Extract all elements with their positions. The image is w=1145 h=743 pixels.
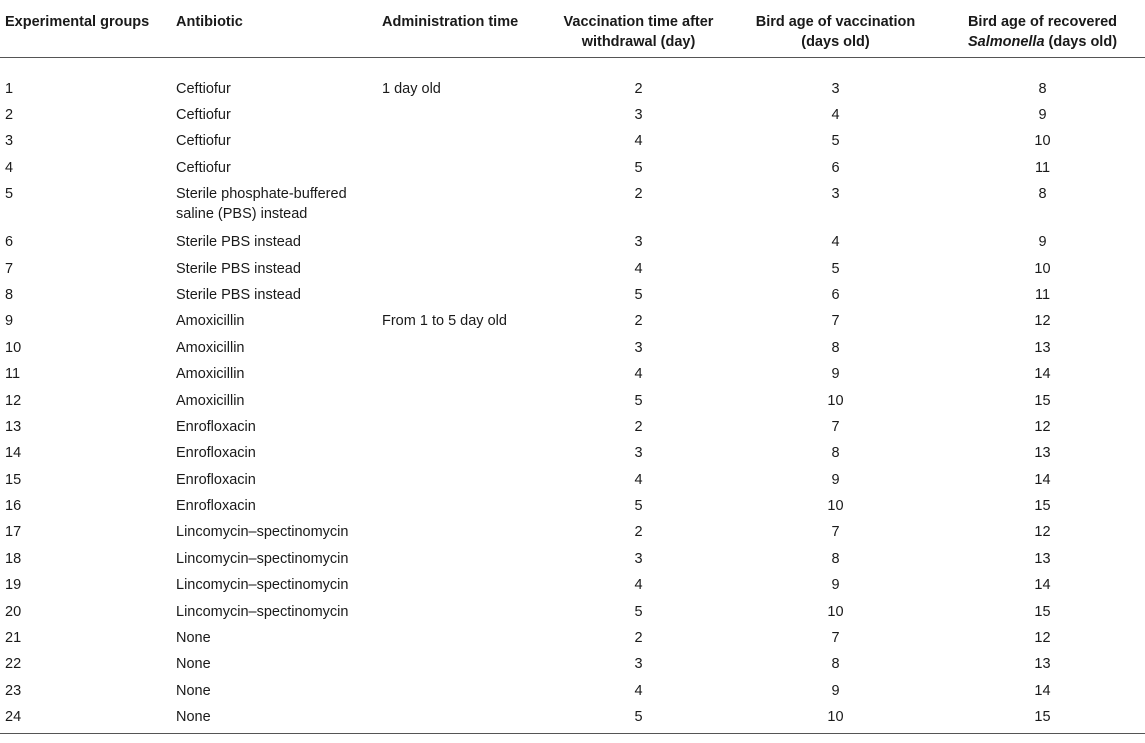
header-bird-age-recovered — [940, 0, 1145, 57]
table-row — [0, 466, 1145, 492]
cell-bird-age-vaccination: 7 — [831, 313, 840, 330]
table-row — [0, 439, 1145, 465]
cell-bird-age-vaccination: 7 — [831, 630, 840, 647]
header-vaccination-time-line1: Vaccination time after — [563, 14, 714, 30]
cell-experimental-group: 21 — [5, 630, 22, 647]
table-row — [0, 255, 1145, 281]
table-row — [0, 281, 1145, 307]
cell-bird-age-recovered: 14 — [1034, 682, 1051, 699]
cell-antibiotic: Ceftiofur — [176, 133, 231, 150]
cell-administration-time — [378, 101, 546, 127]
table-row — [0, 677, 1145, 703]
cell-vaccination-time: 5 — [634, 498, 643, 515]
cell-bird-age-recovered: 15 — [1034, 392, 1051, 409]
cell-experimental-group: 8 — [5, 286, 14, 303]
cell-experimental-group: 18 — [5, 550, 22, 567]
cell-experimental-group: 19 — [5, 577, 22, 594]
cell-antibiotic: Enrofloxacin — [176, 498, 256, 515]
cell-bird-age-recovered: 13 — [1034, 445, 1051, 462]
table-row — [0, 545, 1145, 571]
cell-vaccination-time: 3 — [634, 339, 643, 356]
header-antibiotic: Antibiotic — [172, 0, 378, 57]
cell-vaccination-time: 2 — [634, 524, 643, 541]
cell-antibiotic: Lincomycin–spectinomycin — [176, 603, 349, 620]
table-row — [0, 360, 1145, 386]
header-vaccination-time — [546, 0, 731, 57]
cell-experimental-group: 3 — [5, 133, 14, 150]
cell-antibiotic: Lincomycin–spectinomycin — [176, 577, 349, 594]
cell-bird-age-vaccination: 10 — [827, 392, 844, 409]
cell-administration-time — [378, 650, 546, 676]
cell-antibiotic: Sterile PBS instead — [176, 260, 301, 277]
cell-administration-time — [378, 413, 546, 439]
cell-experimental-group: 22 — [5, 656, 22, 673]
cell-vaccination-time: 2 — [634, 186, 643, 203]
cell-bird-age-recovered: 8 — [1038, 186, 1047, 203]
header-bird-age-vaccination-line2: (days old) — [801, 34, 870, 50]
cell-administration-time — [378, 439, 546, 465]
cell-bird-age-recovered: 12 — [1034, 418, 1051, 435]
cell-bird-age-recovered: 15 — [940, 703, 1145, 733]
cell-administration-time — [378, 255, 546, 281]
cell-bird-age-recovered: 15 — [1034, 603, 1051, 620]
cell-experimental-group: 9 — [5, 313, 14, 330]
table-row — [0, 101, 1145, 127]
table-row — [0, 180, 1145, 228]
cell-vaccination-time: 2 — [634, 80, 643, 97]
cell-bird-age-recovered: 10 — [1034, 260, 1051, 277]
cell-vaccination-time: 3 — [634, 550, 643, 567]
cell-administration-time — [378, 624, 546, 650]
cell-experimental-group: 1 — [5, 80, 14, 97]
cell-administration-time — [378, 492, 546, 518]
table-body — [0, 57, 1145, 733]
cell-bird-age-vaccination: 3 — [831, 80, 840, 97]
cell-antibiotic: None — [176, 682, 211, 699]
cell-bird-age-vaccination: 8 — [831, 339, 840, 356]
cell-antibiotic: Amoxicillin — [176, 366, 245, 383]
table-row — [0, 624, 1145, 650]
cell-bird-age-recovered: 9 — [1038, 107, 1047, 123]
cell-antibiotic: Lincomycin–spectinomycin — [176, 550, 349, 567]
table-row — [0, 307, 1145, 333]
header-salmonella-italic: Salmonella — [967, 34, 1045, 50]
cell-antibiotic: Ceftiofur — [176, 107, 231, 123]
cell-vaccination-time: 4 — [634, 682, 643, 699]
cell-experimental-group: 20 — [5, 603, 22, 620]
cell-antibiotic: Amoxicillin — [176, 392, 245, 409]
cell-vaccination-time: 4 — [634, 260, 643, 277]
cell-vaccination-time: 5 — [546, 703, 731, 733]
cell-bird-age-vaccination: 4 — [831, 107, 840, 123]
cell-vaccination-time: 4 — [634, 577, 643, 594]
cell-experimental-group: 11 — [5, 366, 21, 383]
cell-experimental-group: 17 — [5, 524, 22, 541]
header-bird-age-recovered-rest: (days old) — [1044, 34, 1118, 50]
cell-administration-time — [378, 360, 546, 386]
cell-experimental-group: 12 — [5, 392, 22, 409]
header-bird-age-vaccination-line1: Bird age of vaccination — [755, 14, 916, 30]
table-row — [0, 518, 1145, 544]
cell-vaccination-time: 3 — [634, 234, 643, 251]
cell-bird-age-recovered: 11 — [1034, 159, 1051, 176]
table-row — [0, 598, 1145, 624]
cell-bird-age-vaccination: 8 — [831, 656, 840, 673]
cell-bird-age-vaccination: 10 — [827, 603, 844, 620]
cell-bird-age-vaccination: 9 — [831, 682, 840, 699]
cell-vaccination-time: 5 — [634, 603, 643, 620]
table-row — [0, 413, 1145, 439]
cell-administration-time — [378, 127, 546, 153]
cell-administration-time: From 1 to 5 day old — [382, 313, 507, 330]
cell-bird-age-recovered: 8 — [1038, 80, 1047, 97]
cell-experimental-group: 6 — [5, 234, 14, 251]
cell-antibiotic: Enrofloxacin — [176, 471, 256, 488]
cell-administration-time — [378, 571, 546, 597]
cell-bird-age-vaccination: 9 — [831, 471, 840, 488]
cell-experimental-group: 4 — [5, 159, 14, 176]
table-row — [0, 57, 1145, 101]
cell-antibiotic: Sterile PBS instead — [176, 286, 301, 303]
cell-antibiotic: Enrofloxacin — [176, 418, 256, 435]
cell-antibiotic: Sterile phosphate-buffered saline (PBS) instead — [176, 186, 347, 223]
cell-bird-age-vaccination: 6 — [831, 159, 840, 176]
cell-administration-time — [378, 545, 546, 571]
cell-administration-time: 1 day old — [382, 80, 441, 97]
cell-bird-age-recovered: 14 — [1034, 471, 1051, 488]
cell-antibiotic: Sterile PBS instead — [176, 234, 301, 251]
cell-administration-time — [378, 334, 546, 360]
header-administration-time: Administration time — [378, 0, 546, 57]
cell-bird-age-vaccination: 8 — [831, 445, 840, 462]
cell-bird-age-recovered: 10 — [1034, 133, 1051, 150]
cell-antibiotic: Ceftiofur — [176, 80, 231, 97]
cell-administration-time — [378, 180, 546, 228]
cell-administration-time — [378, 228, 546, 254]
cell-bird-age-recovered: 13 — [1034, 339, 1051, 356]
cell-bird-age-recovered: 9 — [1038, 234, 1047, 251]
cell-vaccination-time: 5 — [634, 159, 643, 176]
cell-bird-age-recovered: 11 — [1034, 286, 1051, 303]
cell-vaccination-time: 3 — [634, 107, 643, 123]
cell-vaccination-time: 3 — [634, 445, 643, 462]
cell-bird-age-recovered: 13 — [1034, 550, 1051, 567]
cell-administration-time — [378, 703, 546, 733]
cell-bird-age-vaccination: 9 — [831, 577, 840, 594]
cell-bird-age-recovered: 14 — [1034, 577, 1051, 594]
cell-bird-age-vaccination: 4 — [831, 234, 840, 251]
table-row — [0, 334, 1145, 360]
header-bird-age-vaccination — [731, 0, 940, 57]
cell-experimental-group: 2 — [5, 107, 14, 123]
cell-bird-age-vaccination: 5 — [831, 133, 840, 150]
table-header — [0, 0, 1145, 57]
cell-bird-age-recovered: 13 — [1034, 656, 1051, 673]
cell-vaccination-time: 2 — [634, 630, 643, 647]
cell-vaccination-time: 4 — [634, 366, 643, 383]
cell-administration-time — [378, 598, 546, 624]
cell-antibiotic: Enrofloxacin — [176, 445, 256, 462]
header-vaccination-time-line2: withdrawal (day) — [581, 34, 696, 50]
cell-bird-age-vaccination: 10 — [827, 498, 844, 515]
cell-administration-time — [378, 677, 546, 703]
table-row — [0, 703, 1145, 733]
cell-administration-time — [378, 466, 546, 492]
cell-vaccination-time: 5 — [634, 286, 643, 303]
cell-antibiotic: Amoxicillin — [176, 313, 245, 330]
cell-antibiotic: None — [176, 630, 211, 647]
cell-administration-time — [378, 387, 546, 413]
cell-vaccination-time: 5 — [634, 392, 643, 409]
cell-bird-age-recovered: 12 — [1034, 524, 1051, 541]
cell-antibiotic: Amoxicillin — [176, 339, 245, 356]
cell-bird-age-vaccination: 3 — [831, 186, 840, 203]
cell-experimental-group: 5 — [5, 186, 14, 203]
cell-administration-time — [378, 154, 546, 180]
cell-vaccination-time: 3 — [634, 656, 643, 673]
cell-bird-age-vaccination: 7 — [831, 524, 840, 541]
cell-administration-time — [378, 281, 546, 307]
cell-administration-time — [378, 518, 546, 544]
cell-experimental-group: 10 — [5, 339, 22, 356]
cell-antibiotic: Ceftiofur — [176, 159, 231, 176]
table-row — [0, 492, 1145, 518]
cell-experimental-group: 7 — [5, 260, 14, 277]
table-row — [0, 650, 1145, 676]
cell-vaccination-time: 2 — [634, 418, 643, 435]
table-row — [0, 571, 1145, 597]
cell-bird-age-vaccination: 10 — [731, 703, 940, 733]
cell-vaccination-time: 4 — [634, 471, 643, 488]
table-row — [0, 387, 1145, 413]
cell-experimental-group: 16 — [5, 498, 22, 515]
table-row — [0, 228, 1145, 254]
table-row — [0, 127, 1145, 153]
header-experimental-groups: Experimental groups — [0, 0, 172, 57]
cell-bird-age-recovered: 14 — [1034, 366, 1051, 383]
header-row — [0, 0, 1145, 57]
cell-antibiotic: Lincomycin–spectinomycin — [176, 524, 349, 541]
cell-antibiotic: None — [176, 656, 211, 673]
cell-vaccination-time: 4 — [634, 133, 643, 150]
cell-experimental-group: 13 — [5, 418, 22, 435]
cell-bird-age-recovered: 15 — [1034, 498, 1051, 515]
cell-bird-age-recovered: 12 — [1034, 630, 1051, 647]
cell-bird-age-recovered: 12 — [1034, 313, 1051, 330]
cell-experimental-group: 24 — [0, 703, 172, 733]
cell-bird-age-vaccination: 9 — [831, 366, 840, 383]
cell-experimental-group: 14 — [5, 445, 22, 462]
table-row — [0, 154, 1145, 180]
header-bird-age-recovered-line1: Bird age of recovered — [967, 14, 1118, 30]
cell-bird-age-vaccination: 6 — [831, 286, 840, 303]
cell-experimental-group: 23 — [5, 682, 22, 699]
cell-bird-age-vaccination: 5 — [831, 260, 840, 277]
cell-vaccination-time: 2 — [634, 313, 643, 330]
cell-bird-age-vaccination: 7 — [831, 418, 840, 435]
cell-bird-age-vaccination: 8 — [831, 550, 840, 567]
cell-antibiotic: None — [172, 703, 378, 733]
cell-experimental-group: 15 — [5, 471, 22, 488]
